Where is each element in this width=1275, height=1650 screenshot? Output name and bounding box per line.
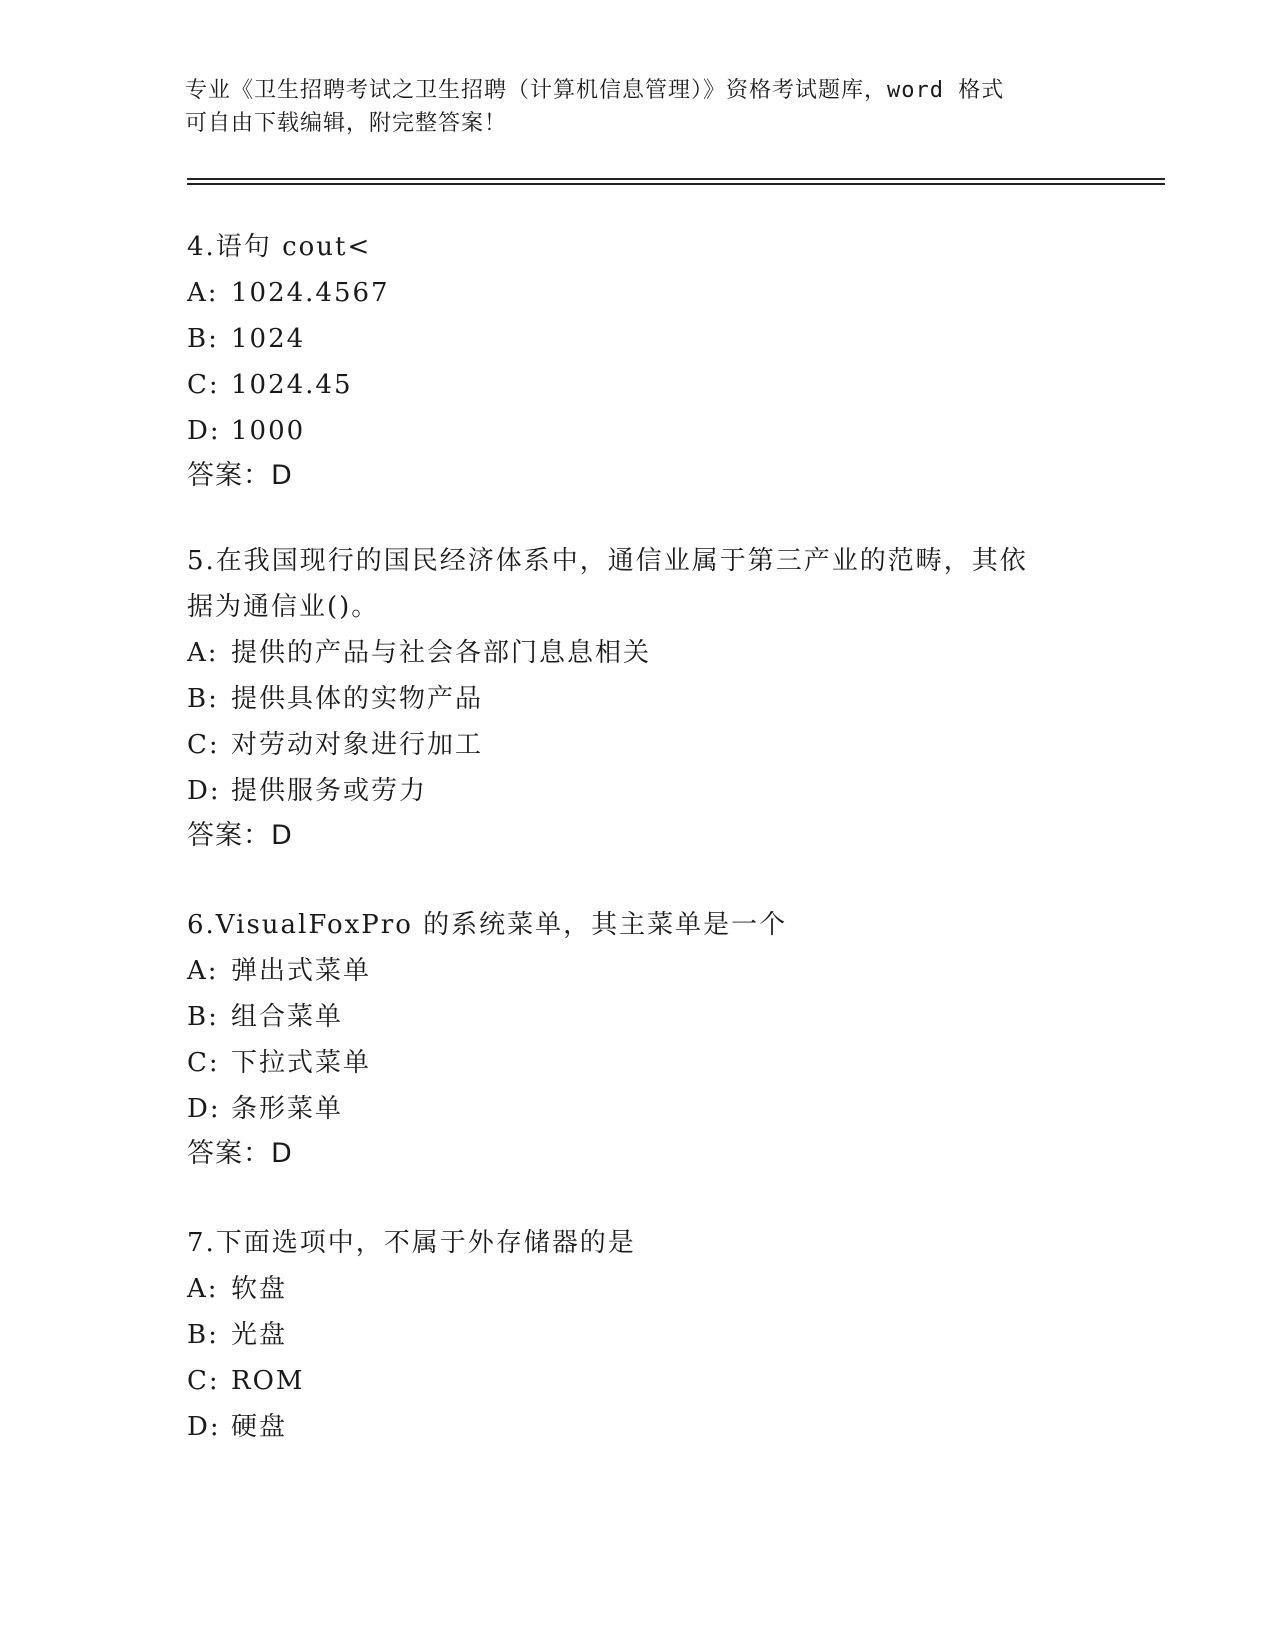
- option-text: 光盘: [231, 1320, 288, 1350]
- option-text: 1024.4567: [231, 278, 390, 308]
- header-line-1: 专业《卫生招聘考试之卫生招聘（计算机信息管理）》资格考试题库，word 格式: [185, 78, 1005, 103]
- question-stem-continued: 据为通信业()。: [187, 592, 380, 622]
- option-b: [187, 994, 1087, 1040]
- option-c: [187, 722, 1087, 768]
- option-text: 1024: [231, 324, 306, 354]
- question-stem: 6.VisualFoxPro 的系统菜单，其主菜单是一个: [187, 910, 788, 940]
- option-letter: A:: [187, 638, 219, 668]
- document-header: [185, 74, 1085, 140]
- option-text: 硬盘: [231, 1412, 288, 1442]
- option-c: [187, 1040, 1087, 1086]
- question-7: [187, 1220, 1087, 1450]
- option-text: 1024.45: [231, 370, 353, 400]
- option-c: [187, 1358, 1087, 1404]
- question-stem: 4.语句 cout<: [187, 232, 372, 262]
- header-divider-bottom: [187, 183, 1165, 185]
- option-b: [187, 676, 1087, 722]
- answer-key: 答案：D: [187, 820, 293, 851]
- option-c: [187, 362, 1087, 408]
- option-letter: D:: [187, 1094, 221, 1124]
- option-letter: C:: [187, 1366, 220, 1396]
- option-a: [187, 270, 1087, 316]
- option-text: 1000: [231, 416, 306, 446]
- question-6: [187, 902, 1087, 1176]
- header-line-2: 可自由下载编辑，附完整答案！: [185, 111, 508, 136]
- question-4: [187, 224, 1087, 498]
- option-text: 条形菜单: [231, 1094, 344, 1124]
- option-a: [187, 948, 1087, 994]
- option-text: 提供的产品与社会各部门息息相关: [231, 638, 652, 668]
- question-stem: 5.在我国现行的国民经济体系中，通信业属于第三产业的范畴，其依: [187, 546, 1028, 576]
- option-text: 对劳动对象进行加工: [231, 730, 484, 760]
- option-letter: A:: [187, 1274, 219, 1304]
- option-letter: D:: [187, 776, 221, 806]
- option-text: 组合菜单: [231, 1002, 344, 1032]
- option-d: [187, 768, 1087, 814]
- option-letter: C:: [187, 370, 220, 400]
- option-text: 弹出式菜单: [231, 956, 372, 986]
- option-b: [187, 316, 1087, 362]
- question-stem: 7.下面选项中，不属于外存储器的是: [187, 1228, 636, 1258]
- option-text: 下拉式菜单: [231, 1048, 372, 1078]
- option-d: [187, 408, 1087, 454]
- option-text: 提供具体的实物产品: [231, 684, 484, 714]
- option-text: 软盘: [231, 1274, 288, 1304]
- option-letter: D:: [187, 416, 221, 446]
- answer-key: 答案：D: [187, 1138, 293, 1169]
- option-letter: C:: [187, 730, 220, 760]
- option-letter: B:: [187, 684, 219, 714]
- option-letter: B:: [187, 1320, 219, 1350]
- option-text: ROM: [231, 1366, 305, 1396]
- option-b: [187, 1312, 1087, 1358]
- option-text: 提供服务或劳力: [231, 776, 428, 806]
- option-letter: B:: [187, 1002, 219, 1032]
- header-divider-top: [187, 178, 1165, 180]
- option-d: [187, 1404, 1087, 1450]
- answer-key: 答案：D: [187, 460, 293, 491]
- question-5: [187, 538, 1087, 858]
- option-letter: B:: [187, 324, 219, 354]
- option-letter: A:: [187, 278, 219, 308]
- option-d: [187, 1086, 1087, 1132]
- option-letter: D:: [187, 1412, 221, 1442]
- option-a: [187, 1266, 1087, 1312]
- option-letter: A:: [187, 956, 219, 986]
- option-letter: C:: [187, 1048, 220, 1078]
- option-a: [187, 630, 1087, 676]
